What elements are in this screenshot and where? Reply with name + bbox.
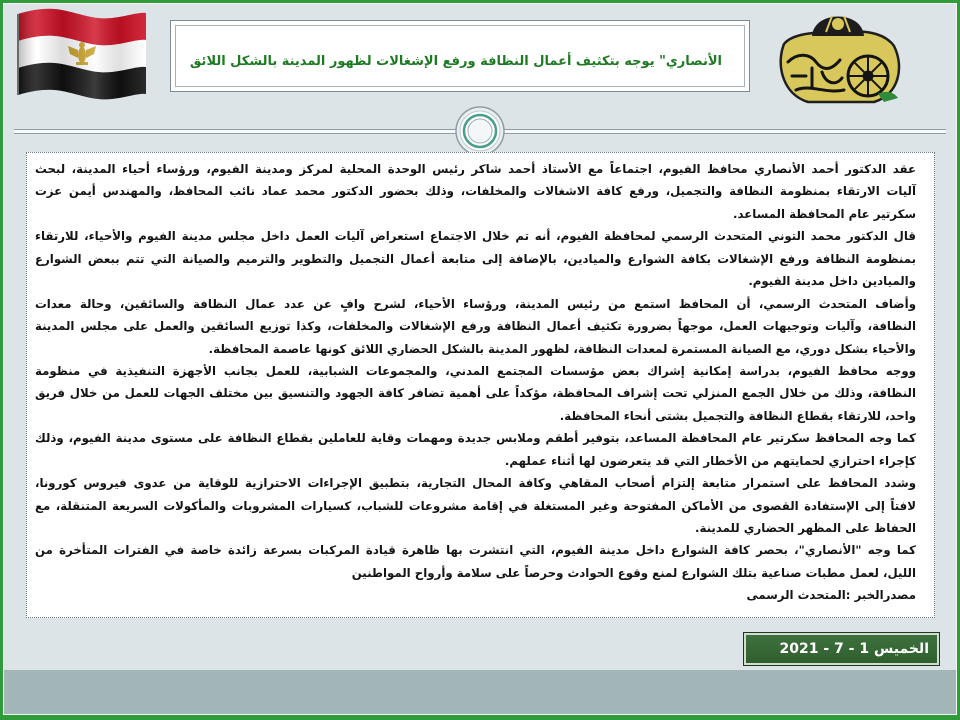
article-line: كإجراء احترازي لحمايتهم من الأخطار التي قد يتعرضون لها أثناء عملهم. [504,453,916,468]
headline-box [170,20,750,92]
article-line: والأحياء بشكل دوري، مع الصيانة المستمرة لمعدات النظافة، لظهور المدينة بالشكل الحضاري اللائق كونها عاصمة المحافظة. [208,341,916,356]
publish-date: الخميس 1 - 7 - 2021 [779,641,929,657]
headline-frame [175,25,745,87]
article-line: والميادين داخل مدينة الفيوم. [748,274,916,289]
article-line: واحد، للارتقاء بقطاع النظافة والتجميل بشتى أنحاء المحافظة. [559,408,916,423]
flag-shading [18,9,146,100]
article-line: النظافة، وذلك من خلال الجمع المنزلي تحت إشراف المحافظة، مؤكداً على أهمية تضافر كافة الجهود والتنسيق بين مختلف الجهات للعمل من خلال فريق [35,386,916,401]
article-line: الليل، لعمل مطبات صناعية بتلك الشوارع لمنع وقوع الحوادث وحرصاً على سلامة وأرواح المواطنين [351,565,916,580]
waterwheel-icon [848,56,888,96]
article-line: ووجه محافظ الفيوم، بدراسة إمكانية إشراك بعض مؤسسات المجتمع المدني، والمجموعات الشبابية، للعمل بجانب الأجهزة التنفيذية في منظومة [35,363,916,378]
article-line: كما وجه "الأنصاري"، بحصر كافة الشوارع داخل مدينة الفيوم، التي انتشرت بها ظاهرة قيادة المركبات بسرعة زائدة خاصة في الفترات المتأخرة من [35,543,916,558]
article-line: وأضاف المتحدث الرسمي، أن المحافظ استمع من رئيس المدينة، ورؤساء الأحياء، لشرح وافٍ عن عدد عمال النظافة والسائقين، وحالة معدات [35,296,916,311]
article-paragraph [35,427,916,472]
circle-ornament-icon [454,105,506,157]
egypt-flag-icon [12,4,152,106]
footer-band [0,670,960,720]
news-source: مصدرالخبر :المتحدث الرسمى [746,588,916,603]
article-paragraph [35,293,916,360]
article-line: كما وجه المحافظ سكرتير عام المحافظة المساعد، بتوفير أطقم وملابس جديدة ومهمات وقاية للعاملين بقطاع النظافة على مستوى مدينة الفيوم، وذلك [35,431,916,446]
headline-title: الأنصاري" يوجه بتكثيف أعمال النظافة ورفع الإشغالات لظهور المدينة بالشكل اللائق [189,54,722,69]
article-paragraph [35,472,916,539]
article-line: لافتاً إلى الإستفادة القصوى من الأماكن المفتوحة وغير المستغلة في إقامة مشروعات للشباب، كسيارات المشروبات والمأكولات السريعة المتنقلة، مع [35,498,916,513]
article-line: النظافة، وآليات وتوجيهات العمل، موجهاً بضرورة تكثيف أعمال النظافة ورفع الإشغالات والمخلفات، وكذا توزيع السائقين والعمل على مجلس المدينة [35,319,916,334]
article-paragraph [35,158,916,225]
article-line: عقد الدكتور أحمد الأنصاري محافظ الفيوم، اجتماعاً مع الأستاذ أحمد شاكر رئيس الوحدة المحلية لمركز ومدينة الفيوم، ورؤساء أحياء المدينة، لبحث [35,162,916,176]
article-line: وشدد المحافظ على استمرار متابعة إلتزام أصحاب المقاهي وكافة المحال التجارية، بتطبيق الإجراءات الاحترازية للوقاية من عدوى فيروس كورونا، [35,476,916,491]
article-paragraph [35,360,916,427]
article-line: الحفاظ على المظهر الحضاري للمدينة. [695,521,916,535]
date-box [743,632,940,666]
article-paragraph [35,539,916,584]
article-line: قال الدكتور محمد التوني المتحدث الرسمي لمحافظة الفيوم، أنه تم خلال الاجتماع استعراض آليات العمل داخل مجلس مدينة الفيوم والأحياء، للارتقاء [35,229,916,244]
fayoum-governorate-logo [766,2,910,106]
article-line: بمنظومة النظافة ورفع الإشغالات بكافة الشوارع والميادين، بالإضافة إلى متابعة أعمال التجميل والتطوير والترميم والصيانة التي تتم ببعض الشوارع [35,251,916,266]
article-body [26,152,935,618]
article-paragraph [35,225,916,292]
article-line: سكرتير عام المحافظة المساعد. [733,206,916,221]
article-line: آليات الارتقاء بمنظومة النظافة والتجميل، ورفع كافة الاشغالات والمخلفات، وذلك بحضور الدكتور محمد عماد نائب المحافظ، والمهندس أيمن عزت [35,184,916,199]
